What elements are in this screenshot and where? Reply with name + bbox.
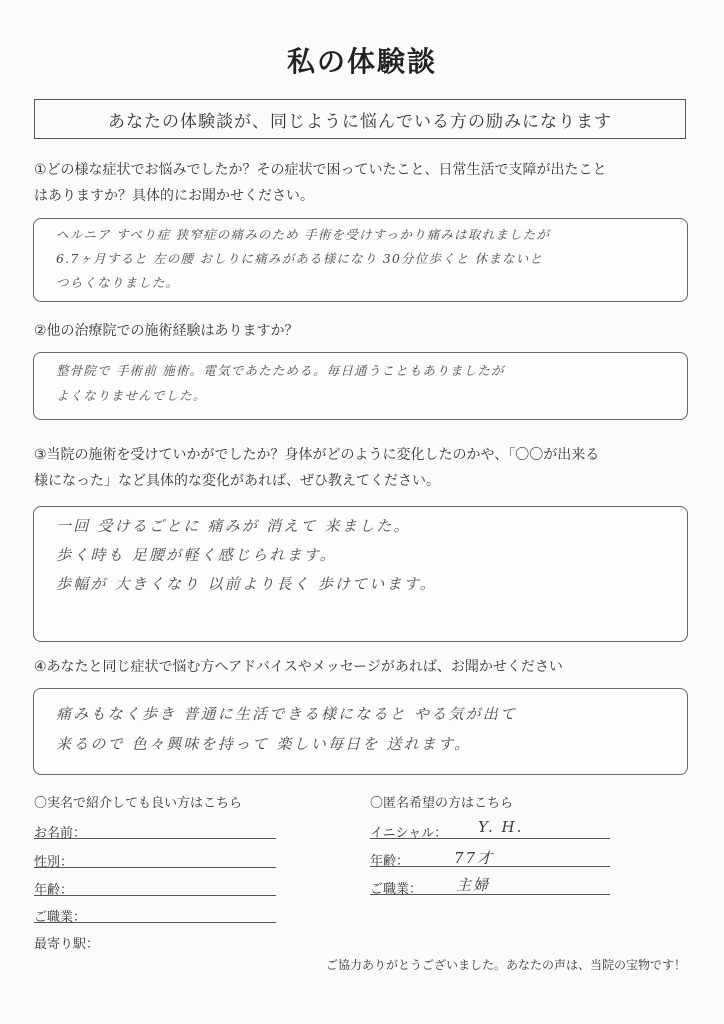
occupation-underline: [34, 922, 276, 923]
answer-3-line3: 歩幅が 大きくなり 以前より長く 歩けています。: [56, 575, 437, 593]
name-label: お名前：: [34, 826, 87, 841]
anon-occupation-value: 主婦: [456, 876, 491, 894]
occupation-label: ご職業：: [34, 910, 87, 925]
subtitle-box: [34, 99, 686, 139]
answer-3-line1: 一回 受けるごとに 痛みが 消えて 来ました。: [56, 517, 411, 535]
answer-1-line1: ヘルニア すべり症 狭窄症の痛みのため 手術を受けすっかり痛みは取れましたが: [56, 227, 551, 242]
answer-2-line1: 整骨院で 手術前 施術。電気であたためる。毎日通うこともありましたが: [56, 363, 505, 378]
question-1: [34, 157, 694, 209]
question-1-line2: はありますか？具体的にお聞かせください。: [34, 188, 314, 204]
question-2: [34, 318, 694, 344]
nearest-station-label: 最寄り駅：: [34, 937, 100, 952]
name-underline: [34, 838, 276, 839]
answer-1-line3: つらくなりました。: [56, 275, 180, 290]
initials-label: イニシャル：: [370, 826, 448, 841]
answer-4-line2: 来るので 色々興味を持って 楽しい毎日を 送れます。: [56, 735, 472, 753]
footer-thanks: ご協力ありがとうございました。あなたの声は、当院の宝物です！: [325, 958, 686, 972]
answer-box-2: [33, 352, 688, 420]
page-title: 私の体験談: [286, 45, 437, 78]
initials-underline: [370, 838, 610, 839]
real-name-section-header: 〇実名で紹介しても良い方はこちら: [34, 796, 243, 811]
answer-1-line2: 6.7ヶ月すると 左の腰 おしりに痛みがある様になり 30分位歩くと 休まないと: [56, 251, 544, 266]
question-4-line1: ④あなたと同じ症状で悩む方へアドバイスやメッセージがあれば、お聞かせください: [34, 659, 563, 675]
anon-occupation-label: ご職業：: [370, 882, 423, 897]
answer-box-1: [33, 218, 688, 302]
question-1-line1: ①どの様な症状でお悩みでしたか？その症状で困っていたこと、日常生活で支障が出たこと: [34, 162, 607, 178]
age-underline: [34, 895, 276, 896]
question-3-line2: 様になった」など具体的な変化があれば、ぜひ教えてください。: [34, 473, 440, 489]
anon-age-underline: [370, 866, 610, 867]
anon-age-value: 77才: [454, 849, 495, 867]
anon-age-label: 年齢：: [370, 854, 410, 869]
subtitle-text: あなたの体験談が、同じように悩んでいる方の励みになります: [108, 111, 612, 132]
answer-box-4: [33, 688, 688, 775]
question-4: [34, 654, 694, 680]
answer-4-line1: 痛みもなく歩き 普通に生活できる様になると やる気が出て: [56, 705, 518, 723]
answer-box-3: [33, 506, 688, 642]
anon-occupation-underline: [370, 894, 610, 895]
gender-label: 性別：: [34, 855, 74, 870]
answer-2-line2: よくなりませんでした。: [56, 388, 207, 403]
question-3-line1: ③当院の施術を受けていかがでしたか？身体がどのように変化したのかや、「〇〇が出来る: [34, 447, 600, 463]
question-3: [34, 442, 694, 494]
initials-value: Y. H.: [478, 818, 524, 836]
question-2-line1: ②他の治療院での施術経験はありますか？: [34, 323, 299, 339]
answer-3-line2: 歩く時も 足腰が軽く感じられます。: [56, 546, 337, 564]
anonymous-section-header: 〇匿名希望の方はこちら: [370, 796, 514, 811]
gender-underline: [34, 867, 276, 868]
age-label: 年齢：: [34, 883, 74, 898]
